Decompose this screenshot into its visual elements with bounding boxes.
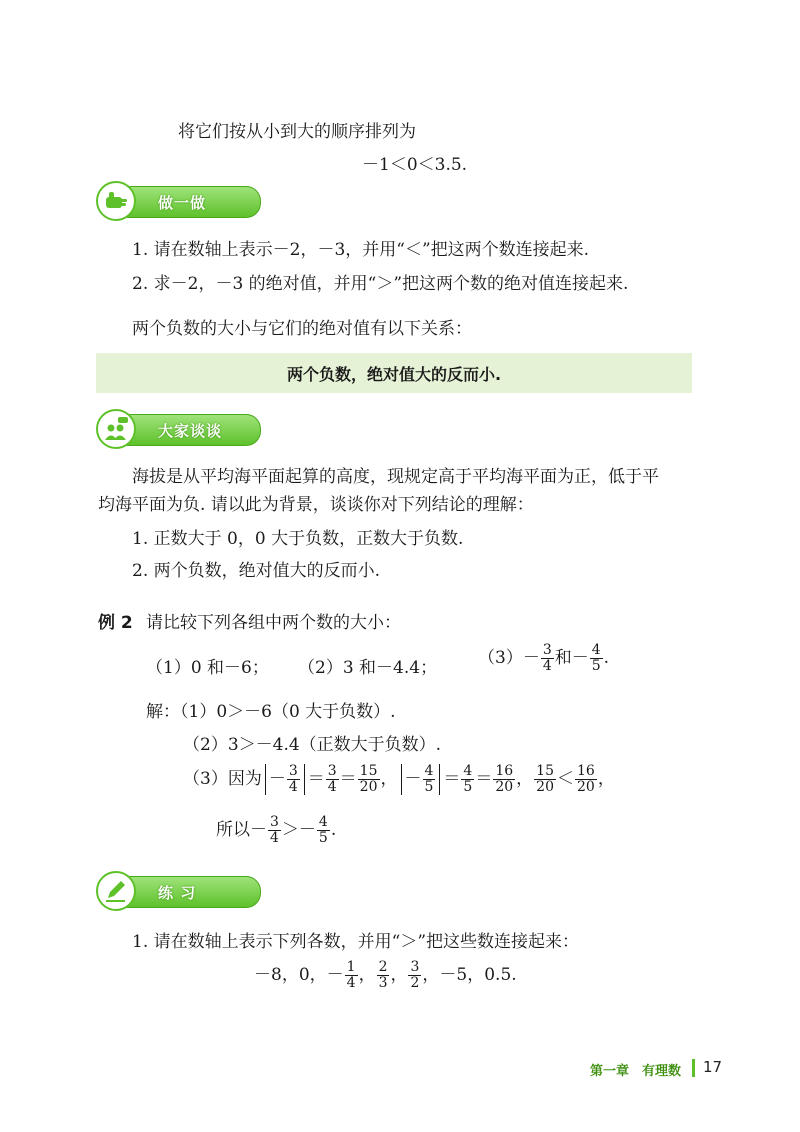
part3-prefix: （3）－ — [478, 648, 540, 668]
part3-end: . — [603, 648, 610, 668]
pencil-icon — [96, 871, 136, 911]
minus-sign: － — [298, 820, 316, 840]
do-item-2: 2. 求－2，－3 的绝对值，并用“＞”把这两个数的绝对值连接起来. — [132, 274, 629, 294]
numbers-start: －8，0，－ — [254, 965, 344, 985]
solution-4 — [216, 815, 336, 846]
fraction-denominator: 20 — [577, 779, 595, 795]
minus-sign: － — [268, 769, 286, 789]
fraction-3-2 — [408, 960, 421, 991]
fraction-numerator: 4 — [424, 763, 434, 779]
period: . — [330, 820, 337, 840]
minus-sign: － — [404, 769, 422, 789]
fraction-denominator: 2 — [410, 975, 420, 991]
absolute-value-4-5 — [401, 764, 441, 795]
practice-item-1: 1. 请在数轴上表示下列各数，并用“＞”把这些数连接起来： — [132, 932, 580, 952]
greater-than-sign: ＞ — [281, 820, 299, 840]
fraction-denominator: 4 — [288, 779, 298, 795]
intro-line-1: 将它们按从小到大的顺序排列为 — [178, 122, 416, 142]
fraction-numerator: 3 — [327, 763, 337, 779]
fraction-denominator: 5 — [463, 779, 473, 795]
numbers-end: －5，0.5. — [439, 965, 517, 985]
fraction-numerator: 15 — [536, 763, 554, 779]
section-tab-practice — [97, 876, 261, 908]
comma: ， — [390, 965, 408, 985]
fraction-denominator: 5 — [591, 658, 601, 674]
fraction-numerator: 4 — [591, 642, 601, 658]
part3-mid: 和－ — [554, 648, 589, 668]
comma: ， — [358, 965, 376, 985]
equals-sign: ＝ — [443, 769, 461, 789]
fraction-numerator: 3 — [288, 763, 298, 779]
fraction-2-3 — [377, 960, 390, 991]
fraction-numerator: 2 — [378, 959, 388, 975]
fraction-denominator: 5 — [424, 779, 434, 795]
fraction-3-4 — [287, 764, 300, 795]
fraction-denominator: 20 — [536, 779, 554, 795]
fraction-numerator: 3 — [270, 814, 279, 830]
comma: ， — [380, 769, 398, 789]
fraction-1-4 — [345, 960, 358, 991]
intro-line-2: －1＜0＜3.5. — [362, 155, 468, 175]
relation-text: 两个负数的大小与它们的绝对值有以下关系： — [132, 319, 472, 339]
fraction-3-4 — [541, 643, 554, 674]
fraction-numerator: 3 — [410, 959, 420, 975]
section-tab-label: 大家谈谈 — [158, 422, 223, 440]
fraction-numerator: 3 — [542, 642, 552, 658]
fraction-denominator: 20 — [359, 779, 378, 795]
page-divider — [692, 1059, 695, 1077]
rule-banner: 两个负数，绝对值大的反而小. — [96, 353, 692, 393]
comma: ， — [597, 769, 615, 789]
practice-numbers — [254, 960, 517, 991]
fraction-denominator: 4 — [542, 658, 552, 674]
talk-item-2: 2. 两个负数，绝对值大的反而小. — [132, 561, 381, 581]
example-question: 请比较下列各组中两个数的大小： — [146, 613, 401, 633]
absolute-value-3-4 — [265, 764, 305, 795]
section-tab-do — [97, 186, 261, 218]
example-part-3 — [478, 643, 609, 674]
section-tab-label: 做一做 — [158, 194, 207, 212]
equals-sign: ＝ — [307, 769, 325, 789]
example-label: 例 2 — [98, 613, 133, 633]
fraction-3-4 — [326, 764, 339, 795]
talk-para-1: 海拔是从平均海平面起算的高度，现规定高于平均海平面为正，低于平 — [132, 467, 659, 487]
solution-3-prefix: （3）因为 — [183, 769, 262, 789]
fraction-denominator: 4 — [270, 830, 279, 846]
fraction-numerator: 4 — [463, 763, 473, 779]
fraction-denominator: 4 — [327, 779, 337, 795]
fraction-4-5 — [590, 643, 603, 674]
fraction-15-20 — [534, 764, 556, 795]
fraction-numerator: 16 — [577, 763, 595, 779]
example-part-2: （2）3 和－4.4； — [298, 658, 438, 678]
equals-sign: ＝ — [339, 769, 357, 789]
fraction-4-5 — [317, 815, 330, 846]
fraction-numerator: 1 — [346, 959, 356, 975]
comma: ， — [516, 769, 534, 789]
talk-para-2: 均海平面为负. 请以此为背景，谈谈你对下列结论的理解： — [98, 495, 534, 515]
equals-sign: ＝ — [475, 769, 493, 789]
fraction-16-20 — [575, 764, 597, 795]
solution-2: （2）3＞－4.4（正数大于负数）. — [183, 735, 442, 755]
hand-icon — [96, 181, 136, 221]
fraction-4-5 — [423, 764, 436, 795]
fraction-3-4 — [268, 815, 281, 846]
less-than-sign: ＜ — [557, 769, 574, 789]
fraction-numerator: 15 — [359, 763, 378, 779]
fraction-denominator: 3 — [378, 975, 388, 991]
talk-item-1: 1. 正数大于 0，0 大于负数，正数大于负数. — [132, 529, 464, 549]
fraction-4-5 — [461, 764, 474, 795]
section-tab-talk — [97, 414, 261, 446]
comma: ， — [422, 965, 440, 985]
fraction-numerator: 16 — [495, 763, 514, 779]
chapter-title: 第一章 有理数 — [590, 1064, 682, 1079]
fraction-15-20 — [358, 764, 380, 795]
solution-4-prefix: 所以－ — [216, 820, 267, 840]
fraction-denominator: 20 — [495, 779, 514, 795]
do-item-1: 1. 请在数轴上表示－2，－3，并用“＜”把这两个数连接起来. — [132, 240, 590, 260]
fraction-16-20 — [493, 764, 515, 795]
people-talk-icon — [96, 409, 136, 449]
solution-1: 解：（1）0＞－6（0 大于负数）. — [146, 702, 396, 722]
fraction-denominator: 5 — [318, 830, 328, 846]
example-part-1: （1）0 和－6； — [146, 658, 269, 678]
fraction-numerator: 4 — [318, 814, 328, 830]
page-number: 17 — [703, 1058, 723, 1076]
section-tab-label: 练 习 — [158, 884, 197, 902]
fraction-denominator: 4 — [346, 975, 356, 991]
solution-3 — [183, 764, 615, 795]
